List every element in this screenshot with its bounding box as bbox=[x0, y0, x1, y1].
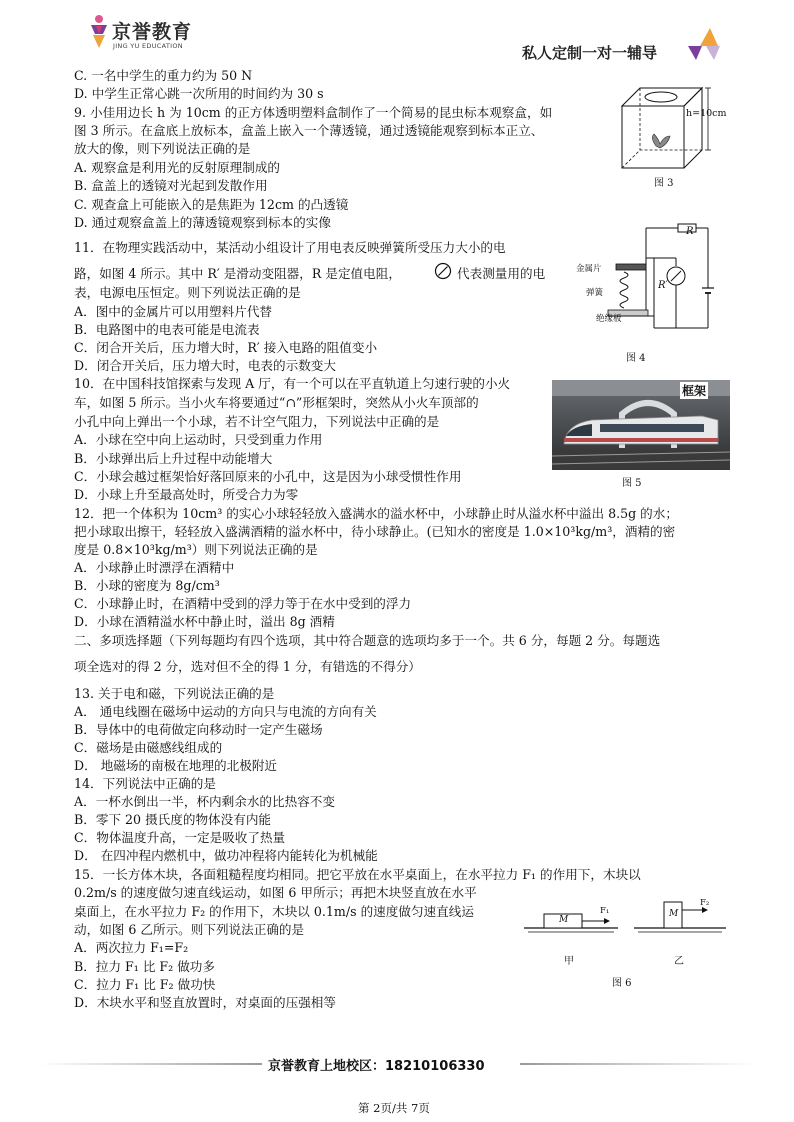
fig6-caption: 图 6 bbox=[612, 978, 632, 989]
text-line: B．导体中的电荷做定向移动时一定产生磁场 bbox=[74, 722, 323, 737]
text-line: A．图中的金属片可以用塑料片代替 bbox=[74, 304, 273, 319]
header-slogan: 私人定制一对一辅导 bbox=[522, 44, 658, 62]
figure-6 bbox=[522, 898, 728, 990]
logo-mark-icon bbox=[88, 14, 110, 50]
fig6-m1-label: M bbox=[559, 915, 569, 925]
text-line: D． 在四冲程内燃机中，做功冲程将内能转化为机械能 bbox=[74, 848, 378, 863]
logo-subtitle: JING YU EDUCATION bbox=[113, 42, 183, 50]
text-line: 15．一长方体木块，各面粗糙程度均相同。把它平放在水平桌面上，在水平拉力 F₁ 的作用下，木块以 bbox=[74, 867, 641, 882]
text-line: B. 盒盖上的透镜对光起到发散作用 bbox=[74, 178, 268, 193]
text-line: A．一杯水倒出一半，杯内剩余水的比热容不变 bbox=[74, 794, 335, 809]
text-line: 路，如图 4 所示。其中 R′ 是滑动变阻器，R 是定值电阻， bbox=[74, 266, 401, 281]
figure-5 bbox=[552, 380, 730, 488]
text-line: D．闭合开关后，压力增大时，电表的示数变大 bbox=[74, 358, 336, 373]
specimen-box-diagram bbox=[614, 84, 734, 176]
text-line: B．电路图中的电表可能是电流表 bbox=[74, 322, 260, 337]
text-line: C．拉力 F₁ 比 F₂ 做功快 bbox=[74, 977, 216, 992]
text-line: C. 观查盒上可能嵌入的是焦距为 12cm 的凸透镜 bbox=[74, 197, 349, 212]
fig5-frame-label: 框架 bbox=[682, 384, 707, 398]
text-line: 车，如图 5 所示。当小火车将要通过“∩”形框架时，突然从小火车顶部的 bbox=[74, 395, 479, 410]
text-line: 小孔中向上弹出一个小球，若不计空气阻力，下列说法中正确的是 bbox=[74, 414, 440, 429]
text-line: 动，如图 6 乙所示。则下列说法正确的是 bbox=[74, 922, 305, 937]
text-line: A．两次拉力 F₁=F₂ bbox=[74, 940, 189, 955]
text-line: C．小球会越过框架恰好落回原来的小孔中，这是因为小球受惯性作用 bbox=[74, 469, 462, 484]
text-line: D． 地磁场的南极在地理的北极附近 bbox=[74, 758, 278, 773]
text-line: D．小球上升至最高处时，所受合力为零 bbox=[74, 487, 299, 502]
block-on-table-diagram bbox=[522, 898, 728, 948]
text-line: A．小球在空中向上运动时，只受到重力作用 bbox=[74, 432, 323, 447]
figure-3 bbox=[614, 84, 734, 194]
text-line: 0.2m/s 的速度做匀速直线运动，如图 6 甲所示；再把木块竖直放在水平 bbox=[74, 885, 477, 900]
text-line: 项全选对的得 2 分，选对但不全的得 1 分，有错选的不得分） bbox=[74, 659, 421, 674]
text-line: 9. 小佳用边长 h 为 10cm 的正方体透明塑料盒制作了一个简易的昆虫标本观察盒，如 bbox=[74, 105, 553, 120]
logo-text: 京誉教育 bbox=[112, 21, 193, 43]
text-line: 12．把一个体积为 10cm³ 的实心小球轻轻放入盛满水的溢水杯中，小球静止时从溢水杯中溢出 8.5g 的水； bbox=[74, 506, 678, 521]
text-line: 桌面上，在水平拉力 F₂ 的作用下，木块以 0.1m/s 的速度做匀速直线运 bbox=[74, 904, 474, 919]
text-line: D. 中学生正常心跳一次所用的时间约为 30 s bbox=[74, 86, 324, 101]
text-line: 13. 关于电和磁，下列说法正确的是 bbox=[74, 686, 275, 701]
meter-symbol-icon bbox=[434, 262, 452, 280]
footer-divider-left bbox=[40, 1063, 262, 1065]
text-line: A. 观察盒是利用光的反射原理制成的 bbox=[74, 160, 281, 175]
text-line: C．物体温度升高，一定是吸收了热量 bbox=[74, 830, 286, 845]
text-line: A． 通电线圈在磁场中运动的方向只与电流的方向有关 bbox=[74, 704, 377, 719]
text-line: C. 一名中学生的重力约为 50 N bbox=[74, 68, 253, 83]
text-line: C．磁场是由磁感线组成的 bbox=[74, 740, 223, 755]
fig6-m2-label: M bbox=[669, 909, 679, 919]
fig5-caption: 图 5 bbox=[622, 478, 642, 489]
fig4-rprime-label: R′ bbox=[658, 280, 668, 291]
text-line: D. 通过观察盒盖上的薄透镜观察到标本的实像 bbox=[74, 215, 331, 230]
fig6-jia-label: 甲 bbox=[564, 956, 574, 967]
text-line: 代表测量用的电 bbox=[457, 266, 546, 281]
text-line: 11．在物理实践活动中，某活动小组设计了用电表反映弹簧所受压力大小的电 bbox=[74, 240, 506, 255]
logo bbox=[88, 14, 198, 54]
fig6-f1-label: F₁ bbox=[600, 906, 610, 916]
text-line: C．闭合开关后，压力增大时，R′ 接入电路的阻值变小 bbox=[74, 340, 378, 355]
page-number: 第 2页/共 7页 bbox=[358, 1101, 430, 1115]
fig3-height-label: h=10cm bbox=[686, 108, 727, 119]
triangle-decoration-icon bbox=[686, 22, 722, 62]
text-line: A．小球静止时漂浮在酒精中 bbox=[74, 560, 235, 575]
text-line: B．零下 20 摄氏度的物体没有内能 bbox=[74, 812, 272, 827]
text-line: 图 3 所示。在盒底上放标本，盒盖上嵌入一个薄透镜，通过透镜能观察到标本正立、 bbox=[74, 123, 544, 138]
text-line: 把小球取出擦干，轻轻放入盛满酒精的溢水杯中，待小球静止。(已知水的密度是 1.0×10³kg/m³，酒精的密 bbox=[74, 524, 676, 539]
fig3-caption: 图 3 bbox=[654, 178, 674, 189]
text-line: D．小球在酒精溢水杯中静止时，溢出 8g 酒精 bbox=[74, 614, 335, 629]
text-line: B．小球的密度为 8g/cm³ bbox=[74, 578, 220, 593]
fig4-spring-label: 弹簧 bbox=[586, 288, 604, 298]
text-line: B．拉力 F₁ 比 F₂ 做功多 bbox=[74, 959, 215, 974]
text-line: 10．在中国科技馆探索与发现 A 厅，有一个可以在平直轨道上匀速行驶的小火 bbox=[74, 376, 511, 391]
text-line: 14．下列说法中正确的是 bbox=[74, 776, 216, 791]
fig4-metal-label: 金属片 bbox=[576, 264, 602, 274]
circuit-diagram bbox=[572, 218, 732, 348]
text-line: 表，电源电压恒定。则下列说法正确的是 bbox=[74, 285, 301, 300]
figure-4 bbox=[572, 218, 732, 368]
fig4-r-label: R bbox=[686, 226, 694, 237]
fig6-yi-label: 乙 bbox=[674, 956, 684, 967]
fig4-caption: 图 4 bbox=[626, 353, 646, 364]
text-line: D．木块水平和竖直放置时，对桌面的压强相等 bbox=[74, 995, 336, 1010]
text-line: 度是 0.8×10³kg/m³）则下列说法正确的是 bbox=[74, 542, 318, 557]
footer-contact: 京誉教育上地校区：18210106330 bbox=[268, 1059, 485, 1074]
text-line: 二、多项选择题（下列每题均有四个选项，其中符合题意的选项均多于一个。共 6 分，每题 2 分。每题选 bbox=[74, 633, 661, 648]
text-line: 放大的像，则下列说法正确的是 bbox=[74, 141, 251, 156]
footer-divider-right bbox=[520, 1063, 754, 1065]
fig6-f2-label: F₂ bbox=[700, 898, 710, 908]
text-line: B．小球弹出后上升过程中动能增大 bbox=[74, 451, 273, 466]
fig4-insulator-label: 绝缘板 bbox=[596, 314, 622, 324]
text-line: C．小球静止时，在酒精中受到的浮力等于在水中受到的浮力 bbox=[74, 596, 412, 611]
